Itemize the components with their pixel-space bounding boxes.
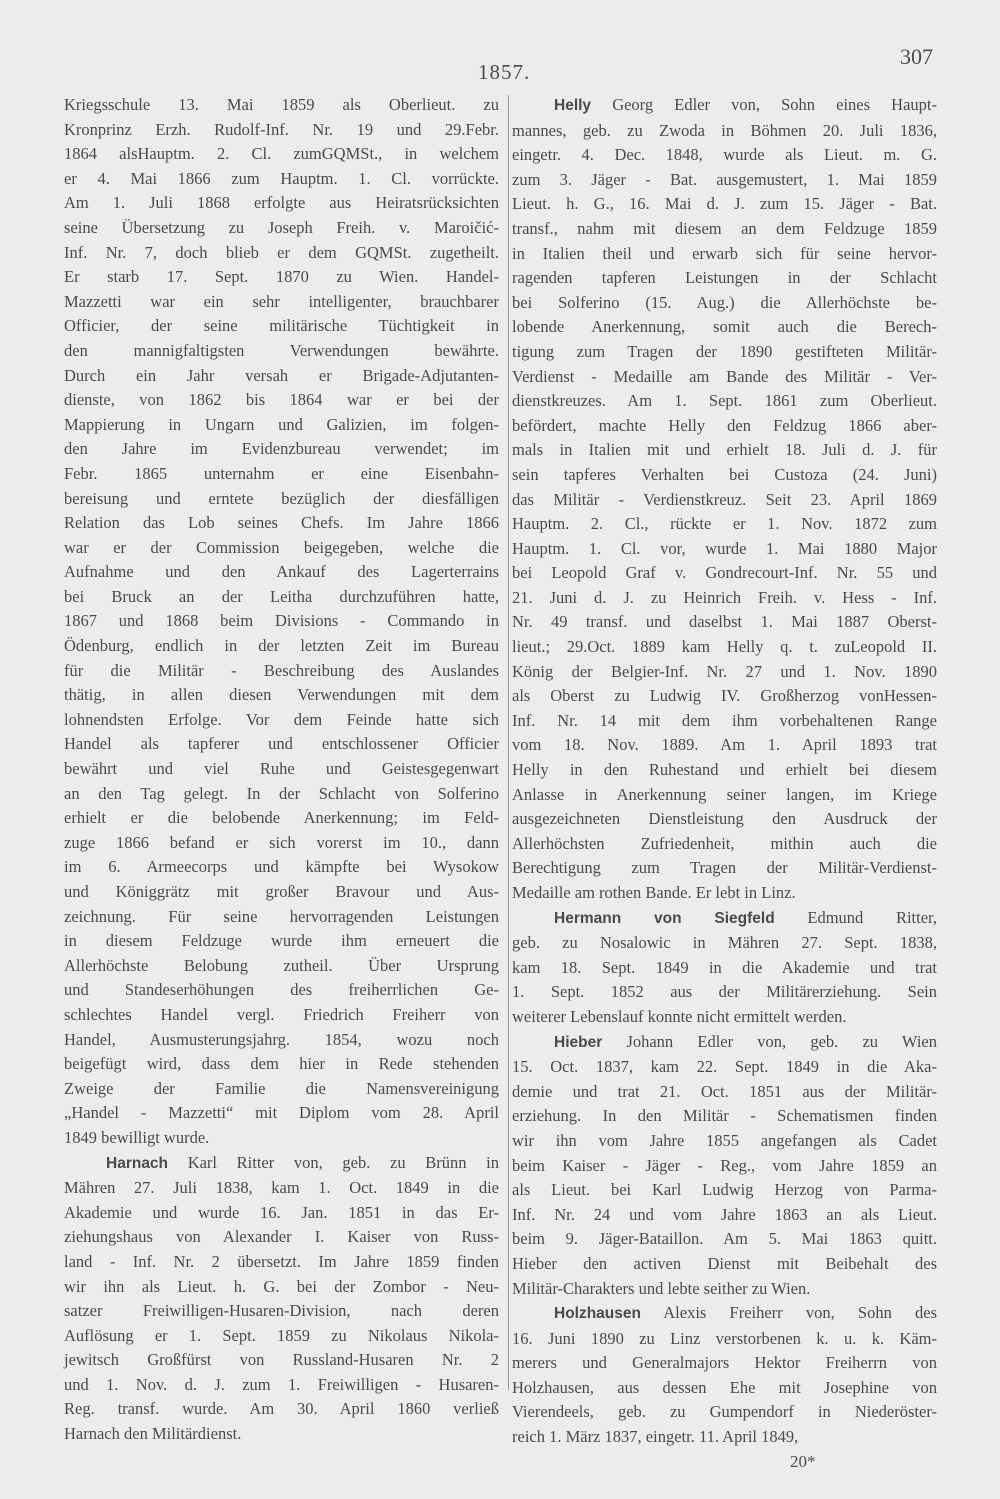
text-line: Akademie und wurde 16. Jan. 1851 in das Er- — [64, 1202, 499, 1222]
text-line: Anlasse in Anerkennung seiner langen, im Kriege — [512, 784, 937, 804]
text-line: befördert, machte Helly den Feldzug 1866 aber- — [512, 415, 937, 435]
text-line: merers und Generalmajors Hektor Freiherrn von — [512, 1353, 937, 1373]
text-line: Mappierung in Ungarn und Galizien, im folgen- — [64, 414, 499, 434]
text-line: lohnendsten Erfolge. Vor dem Feinde hatte sich — [64, 709, 499, 729]
entry-text: Johann Edler von, geb. zu Wien — [626, 1031, 937, 1051]
text-line: zeichnung. Für seine hervorragenden Leistungen — [64, 906, 499, 926]
text-line: bei Bruck an der Leitha durchzuführen hatte, — [64, 586, 499, 606]
text-line: Mazzetti war ein sehr intelligenter, brauchbarer — [64, 291, 499, 311]
text-line: Inf. Nr. 7, doch blieb er dem GQMSt. zugetheilt. — [64, 242, 499, 262]
text-line: den mannigfaltigsten Verwendungen bewährte. — [64, 340, 499, 360]
left-column — [64, 93, 499, 1447]
text-line: eingetr. 4. Dec. 1848, wurde als Lieut. m. G. — [512, 145, 937, 165]
text-line: Kriegsschule 13. Mai 1859 als Oberlieut. zu — [64, 95, 499, 114]
text-line: Zweige der Familie die Namensvereinigung — [64, 1078, 499, 1098]
page-number: 307 — [900, 44, 933, 69]
text-line: lobende Anerkennung, somit auch die Berech- — [512, 317, 937, 337]
text-line: 16. Juni 1890 zu Linz verstorbenen k. u. k. Käm- — [512, 1328, 937, 1348]
text-line: sein tapferes Verhalten bei Custoza (24. Juni) — [512, 464, 937, 484]
text-line: für die Militär - Beschreibung des Auslandes — [64, 660, 499, 680]
text-line — [512, 1301, 937, 1327]
text-line: dienstkreuzes. Am 1. Sept. 1861 zum Oberlieut. — [512, 391, 937, 411]
text-line: Hauptm. 2. Cl., rückte er 1. Nov. 1872 zum — [512, 514, 937, 534]
text-line: in Italien theil und erwarb sich für seine hervor- — [512, 243, 937, 263]
text-line: Kronprinz Erzh. Rudolf-Inf. Nr. 19 und 29.Febr. — [64, 119, 499, 139]
text-line — [512, 1030, 937, 1056]
text-line — [512, 93, 937, 119]
text-line: 1849 bewilligt wurde. — [64, 1127, 210, 1147]
entry-name: Harnach — [106, 1154, 169, 1172]
entry-text: Alexis Freiherr von, Sohn des — [663, 1303, 937, 1323]
entry-text: Edmund Ritter, — [807, 907, 937, 927]
text-line: Inf. Nr. 14 mit dem ihm vorbehaltenen Range — [512, 710, 937, 730]
text-line: und Standeserhöhungen des freiherrlichen Ge- — [64, 980, 499, 1000]
entry-name: Hieber — [554, 1033, 603, 1051]
text-line: Ödenburg, endlich in der letzten Zeit im Bureau — [64, 636, 499, 656]
text-line: ziehungshaus von Alexander I. Kaiser von Russ- — [64, 1227, 499, 1247]
text-line: Er starb 17. Sept. 1870 zu Wien. Handel- — [64, 267, 499, 287]
text-line: transf., nahm mit diesem an dem Feldzuge 1859 — [512, 218, 937, 238]
entry-name: Hermann von Siegfeld — [554, 909, 775, 927]
text-line: beim Kaiser - Jäger - Reg., vom Jahre 1859 an — [512, 1155, 937, 1175]
text-line: Aufnahme und den Ankauf des Lagerterrains — [64, 562, 499, 582]
text-line: Helly in den Ruhestand und erhielt bei diesem — [512, 760, 937, 780]
text-line: Officier, der seine militärische Tüchtigkeit in — [64, 316, 499, 336]
text-line: vom 18. Nov. 1889. Am 1. April 1893 trat — [512, 735, 937, 755]
right-column — [512, 93, 937, 1450]
text-line: Handel, Ausmusterungsjahrg. 1854, wozu noch — [64, 1029, 499, 1049]
text-line: als Oberst zu Ludwig IV. Großherzog vonHessen- — [512, 686, 937, 706]
entry-name: Holzhausen — [554, 1305, 641, 1323]
text-line: Hauptm. 1. Cl. vor, wurde 1. Mai 1880 Major — [512, 538, 937, 558]
text-line: in diesem Feldzuge wurde ihm erneuert die — [64, 931, 499, 951]
text-line: Mähren 27. Juli 1838, kam 1. Oct. 1849 in die — [64, 1178, 499, 1198]
text-line: als Lieut. bei Karl Ludwig Herzog von Parma- — [512, 1180, 937, 1200]
text-line: 1867 und 1868 beim Divisions - Commando in — [64, 611, 499, 631]
text-line: 15. Oct. 1837, kam 22. Sept. 1849 in die Aka- — [512, 1057, 937, 1077]
text-line: den Jahre im Evidenzbureau verwendet; im — [64, 439, 499, 459]
text-line: bewährt und viel Ruhe und Geistesgegenwart — [64, 759, 499, 779]
text-line: land - Inf. Nr. 2 übersetzt. Im Jahre 1859 finden — [64, 1251, 499, 1271]
text-line: mals in Italien mit und erhielt 18. Juli d. J. für — [512, 440, 937, 460]
text-line: Holzhausen, aus dessen Ehe mit Josephine von — [512, 1377, 937, 1397]
text-line: weiterer Lebenslauf konnte nicht ermittelt werden. — [512, 1006, 847, 1026]
text-line: schlechtes Handel vergl. Friedrich Freiherr von — [64, 1004, 499, 1024]
text-line: Medaille am rothen Bande. Er lebt in Linz. — [512, 883, 796, 902]
text-line: und Königgrätz mit großer Bravour und Aus- — [64, 882, 499, 901]
text-line: Allerhöchsten Zufriedenheit, mithin auch die — [512, 833, 937, 853]
text-line: erziehung. In den Militär - Schematismen finden — [512, 1106, 937, 1126]
text-line: beim 9. Jäger-Bataillon. Am 5. Mai 1863 quitt. — [512, 1229, 937, 1249]
text-line: Inf. Nr. 24 und vom Jahre 1863 an als Lieut. — [512, 1204, 937, 1224]
text-line: er 4. Mai 1866 zum Hauptm. 1. Cl. vorrückte. — [64, 168, 499, 188]
entry-text: Georg Edler von, Sohn eines Haupt- — [612, 95, 937, 114]
running-header-year: 1857. — [478, 60, 531, 84]
text-line: jewitsch Großfürst von Russland-Husaren Nr. 2 — [64, 1350, 499, 1370]
text-line: erhielt er die belobende Anerkennung; im Feld- — [64, 808, 499, 828]
text-line: König der Belgier-Inf. Nr. 27 und 1. Nov. 1890 — [512, 661, 937, 681]
text-line: Berechtigung zum Tragen der Militär-Verdienst- — [512, 858, 937, 878]
text-line — [512, 906, 937, 932]
text-line: lieut.; 29.Oct. 1889 kam Helly q. t. zuLeopold II. — [512, 637, 937, 657]
text-line: Am 1. Juli 1868 erfolgte aus Heiratsrücksichten — [64, 193, 499, 213]
text-line: Harnach den Militärdienst. — [64, 1424, 242, 1444]
text-line: bei Leopold Graf v. Gondrecourt-Inf. Nr. 55 und — [512, 563, 937, 583]
text-line: dienste, von 1862 bis 1864 war er bei der — [64, 390, 499, 410]
text-line: Militär-Charakters und lebte seither zu Wien. — [512, 1278, 811, 1298]
text-line: Relation das Lob seines Chefs. Im Jahre 1866 — [64, 513, 499, 533]
text-line: 1864 alsHauptm. 2. Cl. zumGQMSt., in welchem — [64, 144, 499, 164]
text-line: „Handel - Mazzetti“ mit Diplom vom 28. April — [64, 1103, 499, 1123]
text-line: zuge 1866 befand er sich vorerst im 10., dann — [64, 832, 499, 852]
text-line: tigung zum Tragen der 1890 gestifteten Militär- — [512, 341, 937, 361]
text-line: thätig, in allen diesen Verwendungen mit dem — [64, 685, 499, 705]
text-line: zum 3. Jäger - Bat. ausgemustert, 1. Mai 1859 — [512, 169, 937, 189]
text-line: mannes, geb. zu Zwoda in Böhmen 20. Juli 1836, — [512, 120, 937, 140]
text-line: beigefügt wird, dass dem hier in Rede stehenden — [64, 1054, 499, 1074]
signature-mark: 20* — [790, 1452, 816, 1471]
text-line: Reg. transf. wurde. Am 30. April 1860 verließ — [64, 1399, 499, 1419]
text-line: ausgezeichneten Dienstleistung den Ausdruck der — [512, 809, 937, 829]
text-line: bereisung und erntete bezüglich der diesfälligen — [64, 488, 499, 508]
text-line: kam 18. Sept. 1849 in die Akademie und trat — [512, 957, 937, 977]
text-line: Verdienst - Medaille am Bande des Militär - Ver- — [512, 366, 937, 386]
text-line: und 1. Nov. d. J. zum 1. Freiwilligen - Husaren- — [64, 1374, 499, 1394]
text-line — [64, 1151, 499, 1177]
text-line: Hieber den activen Dienst mit Beibehalt des — [512, 1253, 937, 1273]
text-line: das Militär - Verdienstkreuz. Seit 23. April 1869 — [512, 489, 937, 509]
text-line: geb. zu Nosalowic in Mähren 27. Sept. 1838, — [512, 933, 937, 953]
text-line: seine Übersetzung zu Joseph Freih. v. Maroičić- — [64, 217, 499, 237]
text-line: 21. Juni d. J. zu Heinrich Freih. v. Hess - Inf. — [512, 587, 937, 607]
text-line: Febr. 1865 unternahm er eine Eisenbahn- — [64, 463, 499, 483]
entry-text: Karl Ritter von, geb. zu Brünn in — [187, 1152, 499, 1172]
text-line: Durch ein Jahr versah er Brigade-Adjutanten- — [64, 365, 499, 385]
text-line: demie und trat 21. Oct. 1851 aus der Militär- — [512, 1081, 937, 1101]
text-line: satzer Freiwilligen-Husaren-Division, nach deren — [64, 1301, 499, 1321]
entry-name: Helly — [554, 97, 592, 114]
text-line: Auflösung er 1. Sept. 1859 zu Nikolaus Nikola- — [64, 1325, 499, 1345]
column-divider — [508, 95, 509, 1390]
text-line: Nr. 49 transf. und daselbst 1. Mai 1887 Oberst- — [512, 612, 937, 632]
text-line: bei Solferino (15. Aug.) die Allerhöchste be- — [512, 292, 937, 312]
text-line: reich 1. März 1837, eingetr. 11. April 1849, — [512, 1427, 799, 1447]
text-line: wir ihn als Lieut. h. G. bei der Zombor - Neu- — [64, 1276, 499, 1296]
text-line: Lieut. h. G., 16. Mai d. J. zum 15. Jäger - Bat. — [512, 194, 937, 214]
text-line: Allerhöchste Belobung zutheil. Über Ursprung — [64, 955, 499, 975]
text-line: an den Tag gelegt. In der Schlacht von Solferino — [64, 783, 499, 803]
text-line: Handel als tapferer und entschlossener Officier — [64, 734, 499, 754]
text-line: 1. Sept. 1852 aus der Militärerziehung. Sein — [512, 982, 937, 1002]
text-line: im 6. Armeecorps und kämpfte bei Wysokow — [64, 857, 499, 877]
text-line: ragenden tapferen Leistungen in der Schlacht — [512, 268, 937, 288]
text-line: Vierendeels, geb. zu Gumpendorf in Niederöster- — [512, 1402, 937, 1422]
text-line: wir ihn vom Jahre 1855 angefangen als Cadet — [512, 1130, 937, 1150]
text-line: war er der Commission beigegeben, welche die — [64, 537, 499, 557]
